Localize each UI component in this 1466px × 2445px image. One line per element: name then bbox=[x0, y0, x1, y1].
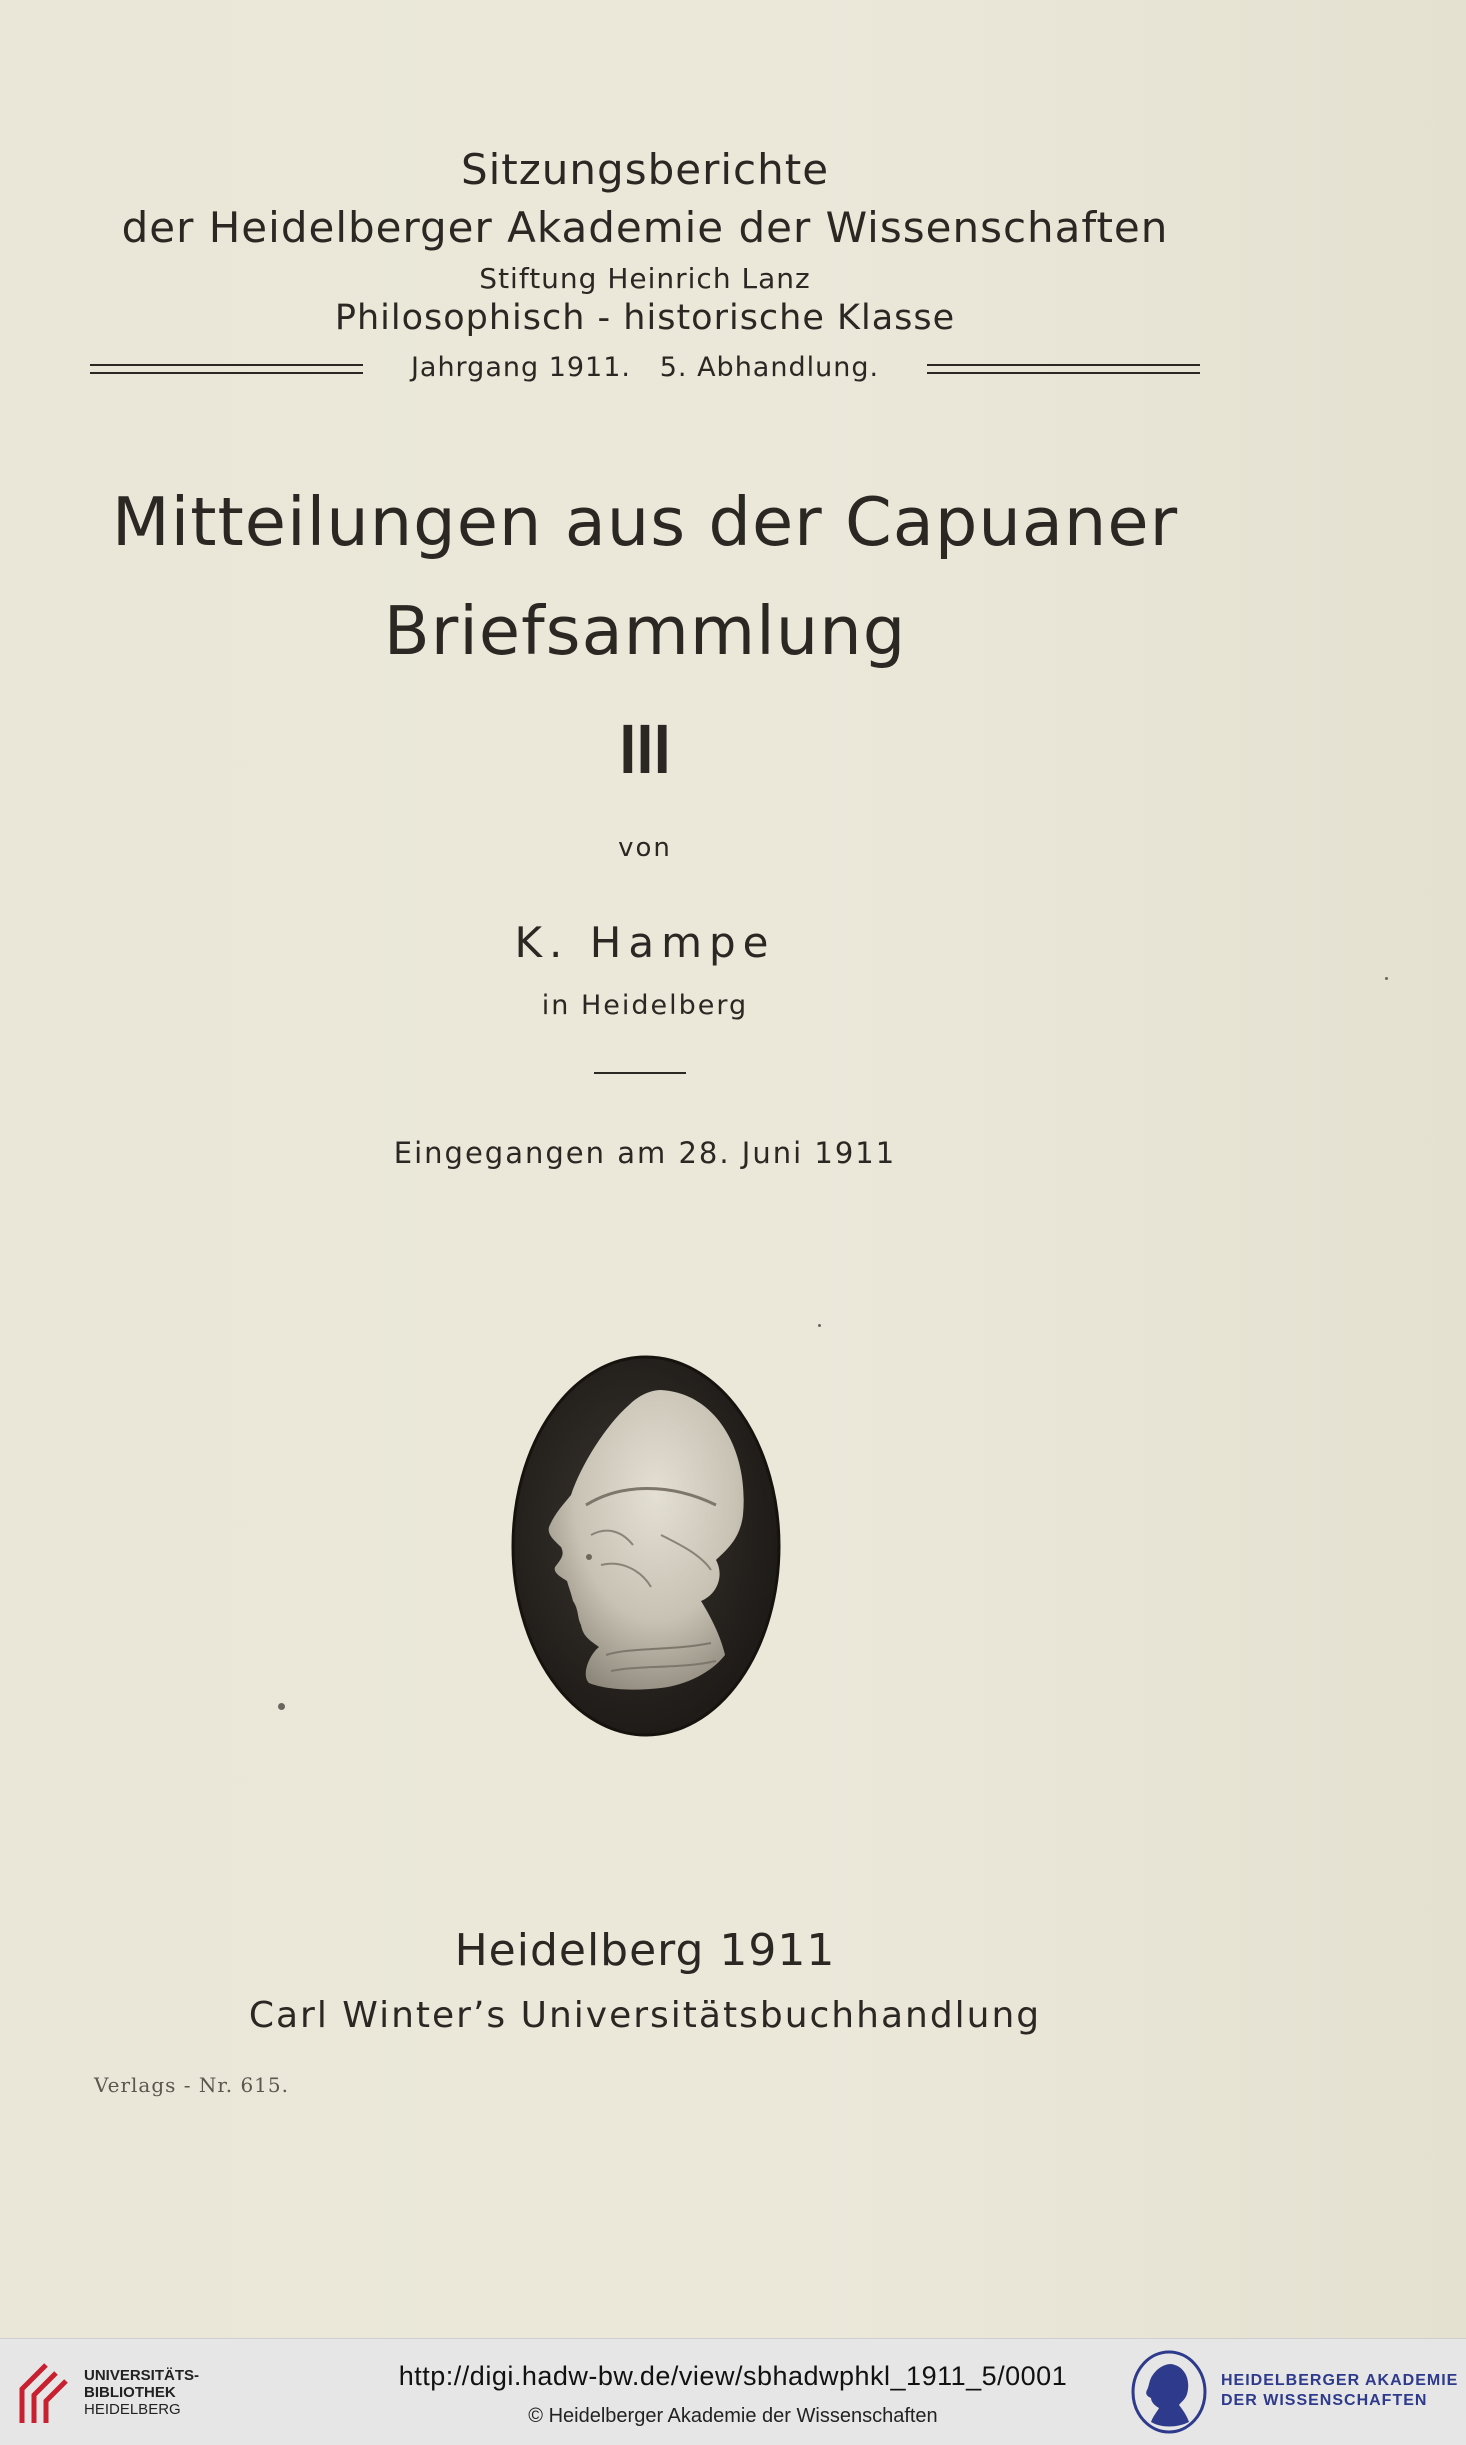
ub-line-2: BIBLIOTHEK bbox=[84, 2384, 176, 2401]
part-number: III bbox=[619, 712, 671, 789]
publisher-name: Carl Winter’s Universitätsbuchhandlung bbox=[248, 1995, 1042, 2036]
foundation-line: Stiftung Heinrich Lanz bbox=[479, 262, 811, 295]
paper-speck bbox=[278, 1703, 285, 1710]
class-line: Philosophisch - historische Klasse bbox=[334, 298, 956, 338]
hadw-line-1: HEIDELBERGER AKADEMIE bbox=[1221, 2372, 1459, 2389]
by-label: von bbox=[618, 833, 672, 863]
author-name: K. Hampe bbox=[514, 918, 776, 967]
author-place: in Heidelberg bbox=[541, 990, 749, 1021]
publisher-number: Verlags - Nr. 615. bbox=[94, 2073, 289, 2097]
separator-rule bbox=[594, 1072, 686, 1074]
double-rule-right bbox=[927, 364, 1200, 374]
paper-speck bbox=[818, 1324, 821, 1327]
imprint-city-year: Heidelberg 1911 bbox=[454, 1925, 836, 1976]
academy-name: der Heidelberger Akademie der Wissenschaften bbox=[121, 203, 1169, 252]
permalink-url[interactable]: http://digi.hadw-bw.de/view/sbhadwphkl_1911_5/0001 bbox=[398, 2361, 1068, 2391]
main-title-line-2: Briefsammlung bbox=[383, 592, 907, 670]
received-date: Eingegangen am 28. Juni 1911 bbox=[393, 1136, 897, 1170]
series-title: Sitzungsberichte bbox=[460, 145, 830, 194]
viewer-footer bbox=[0, 2338, 1466, 2445]
copyright-notice: © Heidelberger Akademie der Wissenschaften bbox=[528, 2405, 938, 2427]
academy-seal-icon[interactable] bbox=[1131, 2350, 1207, 2434]
double-rule-left bbox=[90, 364, 363, 374]
ub-line-3: HEIDELBERG bbox=[84, 2401, 181, 2418]
ub-line-1: UNIVERSITÄTS- bbox=[84, 2367, 200, 2384]
volume-rule-row bbox=[90, 352, 1200, 392]
academy-name-footer[interactable] bbox=[1221, 2371, 1458, 2411]
hadw-line-2: DER WISSENSCHAFTEN bbox=[1221, 2392, 1428, 2409]
paper-speck bbox=[1385, 977, 1388, 980]
cameo-medallion-icon bbox=[511, 1355, 781, 1737]
volume-issue-line: Jahrgang 1911. 5. Abhandlung. bbox=[410, 352, 880, 383]
main-title-line-1: Mitteilungen aus der Capuaner bbox=[111, 483, 1179, 561]
